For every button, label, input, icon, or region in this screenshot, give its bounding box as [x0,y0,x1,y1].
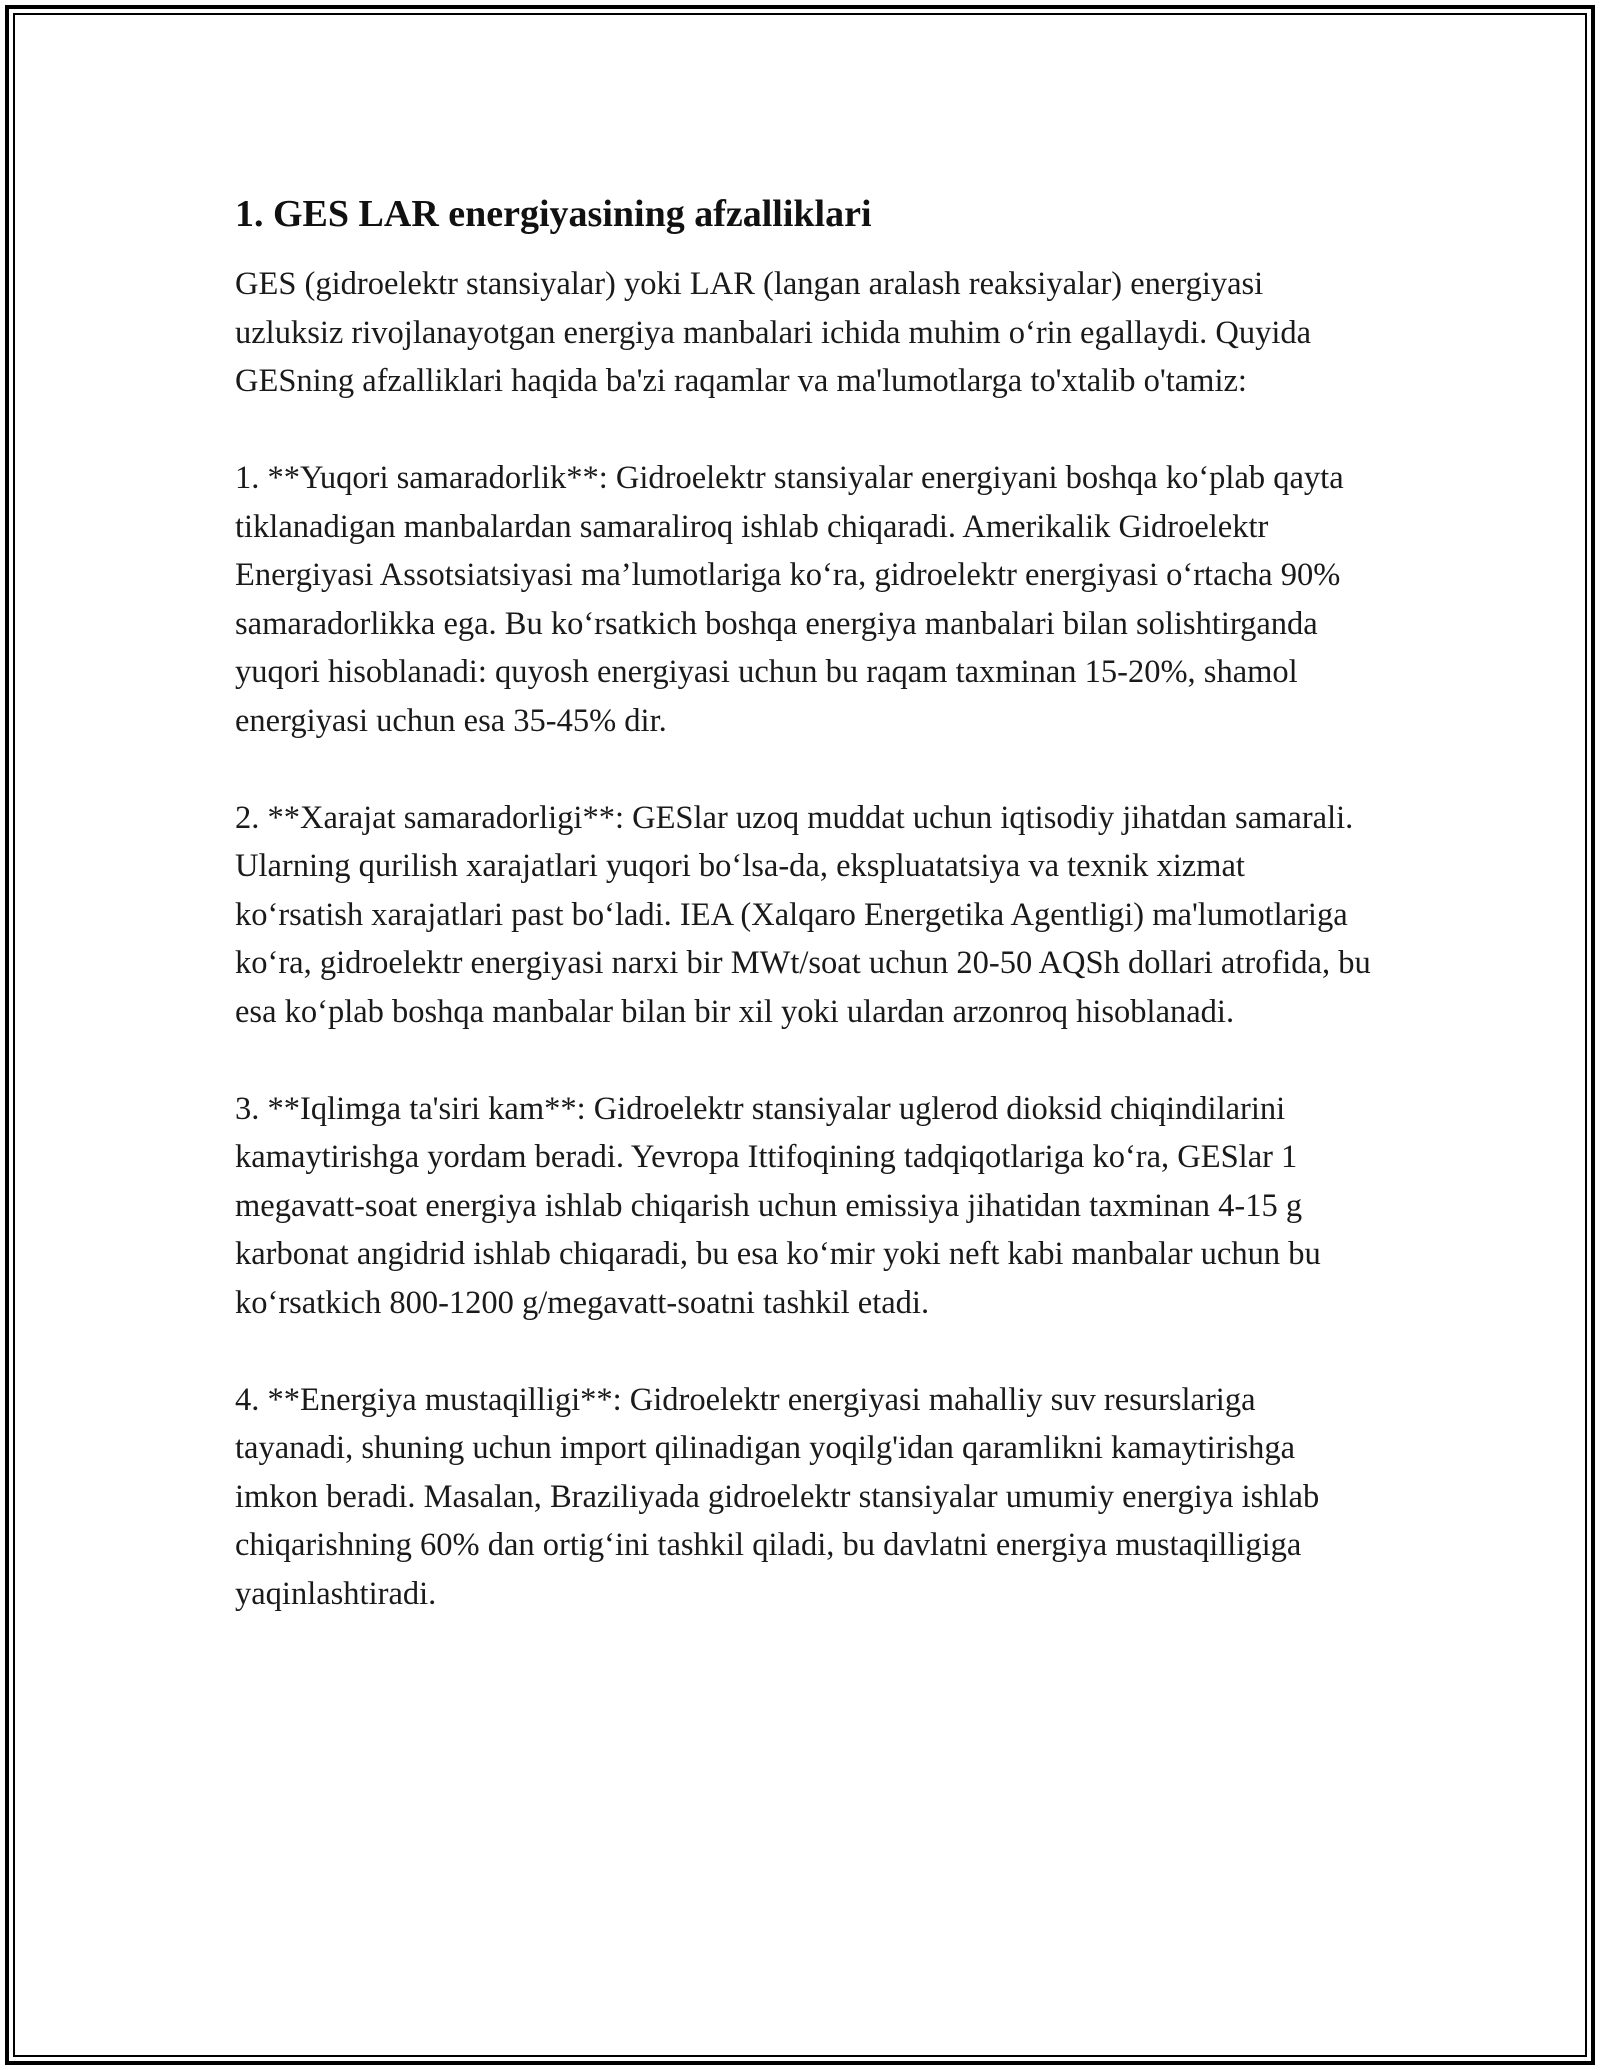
paragraph-efficiency: 1. **Yuqori samaradorlik**: Gidroelektr stansiyalar energiyani boshqa ko‘plab qayta tiklanadigan manbalardan samaraliroq ishlab chiqaradi. Amerikalik Gidroelektr Energiyasi Assotsiatsiyasi ma’lumotlariga ko‘ra, gidroelektr energiyasi o‘rtacha 90% samaradorlikka ega. Bu ko‘rsatkich boshqa energiya manbalari bilan solishtirganda yuqori hisoblanadi: quyosh energiyasi uchun bu raqam taxminan 15-20%, shamol energiyasi uchun esa 35-45% dir. [235,460,1344,739]
intro-paragraph: GES (gidroelektr stansiyalar) yoki LAR (langan aralash reaksiyalar) energiyasi uzluksiz rivojlanayotgan energiya manbalari ichida muhim o‘rin egallaydi. Quyida GESning afzalliklari haqida ba'zi raqamlar va ma'lumotlarga to'xtalib o'tamiz: [235,266,1312,399]
document-body [235,188,1375,1667]
paragraph-energy-independence: 4. **Energiya mustaqilligi**: Gidroelektr energiyasi mahalliy suv resurslariga tayanadi, shuning uchun import qilinadigan yoqilg'idan qaramlikni kamaytirishga imkon beradi. Masalan, Braziliyada gidroelektr stansiyalar umumiy energiya ishlab chiqarishning 60% dan ortig‘ini tashkil qiladi, bu davlatni energiya mustaqilligiga yaqinlashtiradi. [235,1381,1320,1612]
document-heading: 1. GES LAR energiyasining afzalliklari [235,193,872,235]
paragraph-cost-effectiveness: 2. **Xarajat samaradorligi**: GESlar uzoq muddat uchun iqtisodiy jihatdan samarali. Ularning qurilish xarajatlari yuqori bo‘lsa-da, ekspluatatsiya va texnik xizmat ko‘rsatish xarajatlari past bo‘ladi. IEA (Xalqaro Energetika Agentligi) ma'lumotlariga ko‘ra, gidroelektr energiyasi narxi bir MWt/soat uchun 20-50 AQSh dollari atrofida, bu esa ko‘plab boshqa manbalar bilan bir xil yoki ulardan arzonroq hisoblanadi. [235,799,1371,1030]
paragraph-climate-impact: 3. **Iqlimga ta'siri kam**: Gidroelektr stansiyalar uglerod dioksid chiqindilarini kamaytirishga yordam beradi. Yevropa Ittifoqining tadqiqotlariga ko‘ra, GESlar 1 megavatt-soat energiya ishlab chiqarish uchun emissiya jihatidan taxminan 4-15 g karbonat angidrid ishlab chiqaradi, bu esa ko‘mir yoki neft kabi manbalar uchun bu ko‘rsatkich 800-1200 g/megavatt-soatni tashkil etadi. [235,1090,1321,1321]
